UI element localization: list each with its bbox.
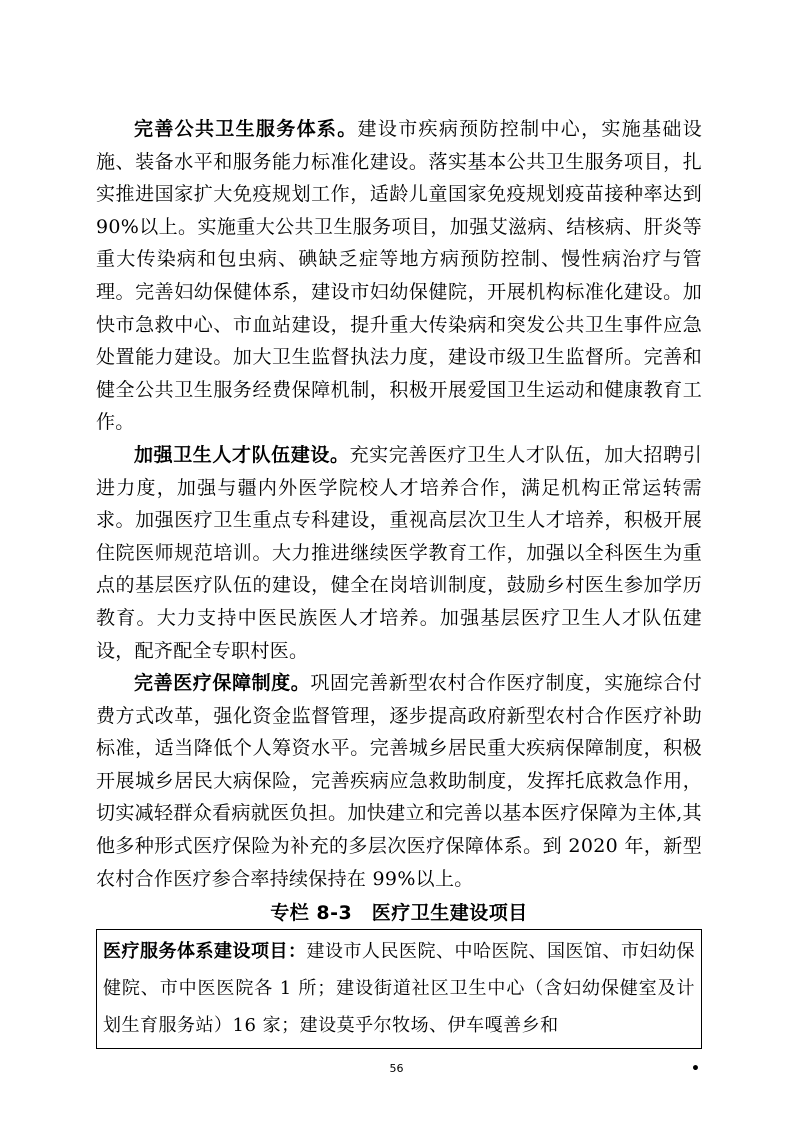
column-box-title: 专栏 8-3 医疗卫生建设项目 <box>270 902 528 925</box>
footer-dot-mark: • <box>691 1061 700 1077</box>
paragraph-heading: 完善医疗保障制度。 <box>134 672 311 695</box>
paragraph-medical-insurance <box>96 667 702 895</box>
paragraph-text: 巩固完善新型农村合作医疗制度，实施综合付费方式改革，强化资金监督管理，逐步提高政府新型农村合作医疗补助标准，适当降低个人筹资水平。完善城乡居民重大疾病保障制度，积极开展城乡居民大病保险，完善疾病应急救助制度，发挥托底救急作用，切实减轻群众看病就医负担。加快建立和完善以基本医疗保障为主体,其他多种形式医疗保险为补充的多层次医疗保障体系。到 2020 年，新型农村合作医疗参合率持续保持在 99%以上。 <box>96 672 702 890</box>
paragraph-talent <box>96 439 702 667</box>
paragraph-public-health <box>96 113 702 439</box>
page-content <box>96 113 702 1049</box>
paragraph-text: 充实完善医疗卫生人才队伍，加大招聘引进力度，加强与疆内外医学院校人才培养合作，满足机构正常运转需求。加强医疗卫生重点专科建设，重视高层次卫生人才培养，积极开展住院医师规范培训。大力推进继续医学教育工作，加强以全科医生为重点的基层医疗队伍的建设，健全在岗培训制度，鼓励乡村医生参加学历教育。大力支持中医民族医人才培养。加强基层医疗卫生人才队伍建设，配齐配全专职村医。 <box>96 443 702 662</box>
paragraph-text: 建设市疾病预防控制中心，实施基础设施、装备水平和服务能力标准化建设。落实基本公共卫生服务项目，扎实推进国家扩大免疫规划工作，适龄儿童国家免疫规划疫苗接种率达到 90%以上。实施重大公共卫生服务项目，加强艾滋病、结核病、肝炎等重大传染病和包虫病、碘缺乏症等地方病预防控制、慢性病治疗与管理。完善妇幼保健体系，建设市妇幼保健院，开展机构标准化建设。加快市急救中心、市血站建设，提升重大传染病和突发公共卫生事件应急处置能力建设。加大卫生监督执法力度，建设市级卫生监督所。完善和健全公共卫生服务经费保障机制，积极开展爱国卫生运动和健康教育工作。 <box>96 118 702 434</box>
column-box-text: 建设市人民医院、中哈医院、国医馆、市妇幼保健院、市中医医院各 1 所；建设街道社区卫生中心（含妇幼保健室及计划生育服务站）16 家；建设莫乎尔牧场、伊车嘎善乡和 <box>103 941 695 1037</box>
column-box <box>96 929 702 1049</box>
paragraph-heading: 加强卫生人才队伍建设。 <box>134 443 350 466</box>
page-number: 56 <box>389 1062 404 1075</box>
column-box-heading: 医疗服务体系建设项目： <box>103 941 307 963</box>
paragraph-heading: 完善公共卫生服务体系。 <box>134 118 358 140</box>
